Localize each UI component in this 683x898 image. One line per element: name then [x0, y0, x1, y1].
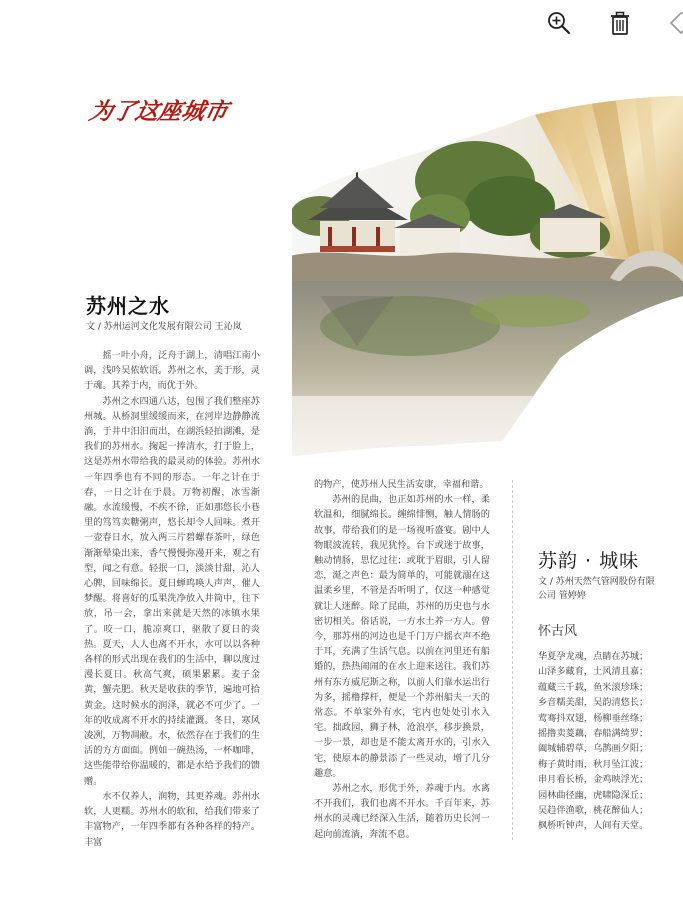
article-2-byline: 文 / 苏州天然气管网股份有限公司 管婷婷: [538, 577, 655, 601]
paragraph: 摇一叶小舟，泛舟于湖上，清唱江南小调，浅吟吴侬软语。苏州之水，美于形，灵于魂。其养于内，而优于外。: [84, 350, 260, 392]
poem-line: 吴趋伴渔歌，桃花醉仙人；: [538, 805, 649, 817]
poem-line: 串月看长桥，金鸡映浮光；: [538, 774, 649, 786]
poem: [538, 649, 683, 834]
suzhou-garden-image: [290, 96, 683, 456]
paragraph: 苏州之水，形优于外，养魂于内。水离不开我们，我们也离不开水。千百年来，苏州水的灵魂已经深入生活，随着历史长河一起向前流淌，奔流不息。: [314, 783, 490, 840]
poem-line: 园林曲径幽，虎啸隐深丘；: [538, 789, 649, 801]
column-divider: [512, 480, 513, 840]
toolbar: [0, 0, 683, 44]
poem-line: 山泽多藏育，土风清且嘉；: [538, 666, 649, 678]
paragraph: 苏州之水四通八达，包围了我们整座苏州城。从桥洞里缓缓而来，在河岸边静静流淌，于井中汨汨而出，在湖浜轻拍湖滩，是我们的苏州水。掬起一捧清水，打于脸上，这是苏州水带给我的最灵动的体验。苏州水一年四季也有不同的形态。一年之计在于春，一日之计在于晨。万物初醒，冰雪渐融。水流缓慢，不疾不徐，正如那悠长小巷里的笃笃卖糖粥声，悠长却令人回味。煮开一壶春日水，放入两三片碧螺春茶叶，绿色渐渐晕染出来，香气慢慢弥漫开来，观之有型，闻之有意。轻抿一口，淡淡甘甜，沁人心脾，回味绵长。夏日蝉鸣唤人声声，催人梦醒。将喜好的瓜果洗净放入井筒中，往下放，吊一会，拿出来就是天然的冰镇水果了。咬一口，脆凉爽口，驱散了夏日的炎热。夏天，人人也离不开水，水可以以各种各样的形式出现在我们的生活中，聊以度过漫长夏日。秋高气爽，硕果累累。麦子金黄，蟹壳肥。秋天是收获的季节，遍地可拾黄金。这时候水的润泽，就必不可少了。一年的收成离不开水的持续灌溉。冬日，寒风凌冽，万物凋敝。水，依然存在于我们的生活的方方面面。例如一碗热汤，一杯咖啡，这些能带给你温暖的，都是水给予我们的馈赠。: [84, 395, 260, 787]
article-title: 苏州之水: [86, 294, 170, 318]
paragraph: 的物产，使苏州人民生活安康，幸福和谐。: [314, 479, 489, 490]
article-column-2: [314, 477, 490, 842]
article-column-1: [84, 348, 260, 850]
poem-line: 蕴藏三千载，鱼米滚珍珠；: [538, 681, 649, 693]
article-byline: 文 / 苏州运河文化发展有限公司 王沁岚: [86, 322, 242, 332]
poem-subtitle: 怀古风: [538, 624, 578, 639]
tag-icon[interactable]: [668, 10, 683, 36]
paragraph: 水不仅养人，润物，其更养魂。苏州水软，人更糯。苏州水的软和，给我们带来了丰富物产，一年四季都有各种各样的特产。丰富: [84, 790, 260, 848]
poem-line: 枫桥听钟声，人间有天堂。: [538, 820, 649, 832]
poem-line: 阖城辅碧草，乌鹊画夕阳；: [538, 743, 649, 755]
poem-line: 乡音糯美甜，吴韵清悠长；: [538, 697, 649, 709]
poem-line: 华夏孕龙魂，点睛在苏城；: [538, 651, 649, 662]
brand-logo: 为了这座城市: [86, 98, 231, 125]
poem-line: 莺骞抖双翅，杨柳垂丝绦；: [538, 712, 649, 724]
paragraph: 苏州的昆曲，也正如苏州的水一样，柔软温和，细腻绵长。缠绵悱恻，触人情肠的故事，带给我们的是一场视听盛宴。剧中人物眼波流转，我见犹怜。台下或迷于故事，触动情肠，思忆过往；或耽于眉眼，引人留恋，涎之声色：最为简单的，可能就溺在这温柔乡里，不管是否听明了，仅这一种感觉就让人迷醉。除了昆曲，苏州的历史也与水密切相关。俗话说，一方水土养一方人。曾今，那苏州的河边也是千门万户摇衣声不绝于耳，充满了生活气息。以前在河里还有船婚的，热热闹闹的在水上迎来送往。我们苏州有东方威尼斯之称，以前人们靠水运出行为多，摇橹撑杆，便是一个苏州船夫一天的常态。不单家外有水，宅内也处处引水入宅。拙政园，狮子林，沧浪亭，移步换景，一步一景，却也是不能太离开水的，引水入宅，使原本的静景添了一些灵动，增了几分趣意。: [314, 494, 490, 779]
poem-line: 摇撸卖菱藕，春船满绮罗；: [538, 728, 649, 740]
trash-icon[interactable]: [607, 10, 633, 36]
zoom-in-icon[interactable]: [546, 10, 572, 36]
article-2-title: 苏韵 · 城味: [538, 550, 640, 572]
poem-line: 梅子黄时雨，秋月坠江波；: [538, 758, 649, 770]
